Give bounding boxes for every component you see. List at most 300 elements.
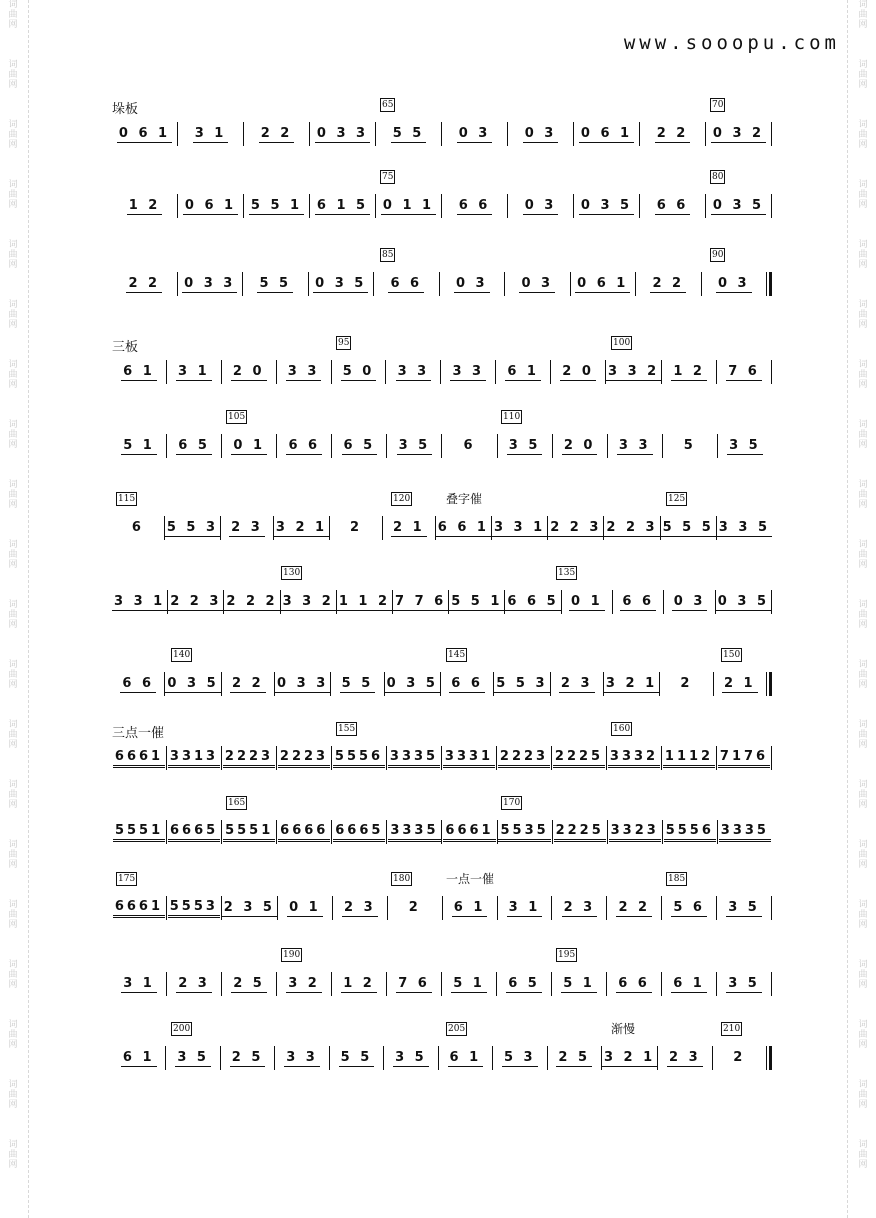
- measure: [386, 364, 440, 381]
- watermark-mark: [2, 180, 24, 210]
- watermark-char: 曲: [858, 850, 868, 860]
- measure: [112, 198, 177, 215]
- measure: [277, 749, 331, 768]
- measure-notes: 3335: [388, 823, 440, 842]
- measure-notes: 3 3: [618, 437, 651, 453]
- watermark-char: 词: [858, 420, 868, 430]
- final-barline: [766, 1046, 772, 1070]
- measure-notes: 0 3 5: [167, 675, 219, 691]
- measure-notes: 7 6: [728, 363, 760, 379]
- watermark-char: 词: [8, 60, 18, 70]
- watermark-char: 词: [8, 660, 18, 670]
- measure-number: 115: [118, 494, 136, 504]
- watermark-char: 网: [858, 1100, 868, 1110]
- watermark-char: 网: [8, 620, 18, 630]
- watermark-char: 网: [8, 1160, 18, 1170]
- measure-notes: 6 6: [390, 275, 423, 291]
- measure-notes: 0 3: [458, 125, 491, 141]
- watermark-char: 词: [858, 0, 868, 10]
- watermark-char: 网: [8, 1100, 18, 1110]
- measure-notes: 1 2: [673, 363, 705, 379]
- measure: [167, 438, 221, 455]
- notation-row: [112, 670, 772, 698]
- measure: [508, 126, 573, 143]
- measure-notes: 2 3: [344, 899, 376, 915]
- right-watermark-strip: [852, 0, 874, 1218]
- measure-notes: 2 3: [178, 975, 210, 991]
- watermark-char: 曲: [8, 70, 18, 80]
- score-system: [112, 492, 772, 552]
- measure: [440, 276, 505, 293]
- measure: [718, 438, 772, 455]
- measure-notes: 0 3: [524, 125, 557, 141]
- measure-notes: 3 2 1: [605, 675, 658, 691]
- measure-notes: 2 5: [558, 1049, 591, 1065]
- measure-notes: 3 5: [398, 437, 431, 453]
- measure-number: 105: [228, 412, 246, 422]
- measure-notes: 0 6 1: [577, 275, 629, 291]
- measure-number: 210: [723, 1024, 741, 1034]
- measure: [330, 1050, 383, 1067]
- measure: [551, 364, 605, 381]
- barline: [771, 746, 772, 770]
- watermark-mark: [852, 1080, 874, 1110]
- measure-notes: 0 1: [571, 593, 603, 609]
- measure-notes: 3 5: [728, 899, 760, 915]
- measure-notes: 2 3: [560, 675, 593, 691]
- measure: [607, 976, 661, 993]
- measure: [553, 823, 607, 842]
- measure-notes: 5535: [498, 823, 550, 842]
- watermark-char: 曲: [8, 1150, 18, 1160]
- measure-number: 120: [393, 494, 411, 504]
- measure-notes: 2223: [278, 749, 330, 768]
- measure-number: 125: [668, 494, 686, 504]
- measure: [387, 976, 441, 993]
- watermark-mark: [852, 600, 874, 630]
- watermark-mark: [852, 1140, 874, 1170]
- watermark-char: 网: [858, 680, 868, 690]
- watermark-char: 网: [858, 860, 868, 870]
- measure: [112, 899, 166, 918]
- watermark-mark: [852, 120, 874, 150]
- measure-notes: 3 5: [177, 1049, 209, 1065]
- watermark-char: 网: [858, 620, 868, 630]
- measure: [167, 364, 221, 381]
- measure-notes: 6 6: [122, 675, 155, 691]
- watermark-mark: [2, 780, 24, 810]
- measure: [608, 823, 662, 842]
- measure: [505, 276, 570, 293]
- measure: [607, 900, 661, 917]
- watermark-char: 词: [858, 240, 868, 250]
- watermark-mark: [852, 60, 874, 90]
- watermark-mark: [2, 1020, 24, 1050]
- measure-notes: 2: [349, 520, 363, 535]
- notation-row: [112, 514, 772, 542]
- measure: [706, 198, 771, 215]
- measure-notes: 3335: [388, 749, 440, 768]
- watermark-char: 曲: [858, 550, 868, 560]
- measure: [332, 364, 386, 381]
- watermark-char: 网: [8, 320, 18, 330]
- watermark-char: 词: [8, 240, 18, 250]
- measure-notes: 5 5 1: [250, 197, 303, 213]
- measure-notes: 2225: [554, 823, 606, 842]
- watermark-mark: [852, 960, 874, 990]
- watermark-char: 网: [858, 260, 868, 270]
- measure-notes: 5 6: [673, 899, 705, 915]
- measure-notes: 6 6: [458, 197, 491, 213]
- watermark-char: 词: [858, 1140, 868, 1150]
- measure: [376, 126, 441, 143]
- watermark-char: 曲: [8, 550, 18, 560]
- measure-notes: 0 6 1: [118, 125, 171, 141]
- measure: [713, 1050, 766, 1066]
- watermark-char: 曲: [8, 970, 18, 980]
- watermark-char: 词: [8, 480, 18, 490]
- watermark-char: 曲: [8, 1090, 18, 1100]
- watermark-mark: [2, 1140, 24, 1170]
- measure-number: 95: [338, 338, 350, 348]
- measure-notes: 6 5: [343, 437, 376, 453]
- measure: [222, 900, 277, 917]
- measure: [702, 276, 767, 293]
- measure-notes: 0 6 1: [580, 125, 633, 141]
- measure-notes: 2 3: [563, 899, 596, 915]
- measure-notes: 2: [733, 1050, 746, 1065]
- measure-notes: 2 5: [233, 975, 265, 991]
- measure-notes: 0 1: [289, 899, 321, 915]
- measure: [663, 438, 717, 454]
- watermark-char: 曲: [858, 10, 868, 20]
- watermark-char: 曲: [858, 1150, 868, 1160]
- measure-number: 100: [613, 338, 631, 348]
- measure: [442, 976, 496, 993]
- notation-row: [112, 1044, 772, 1072]
- measure: [553, 438, 607, 455]
- watermark-char: 网: [858, 200, 868, 210]
- watermark-char: 曲: [8, 910, 18, 920]
- measure: [222, 823, 276, 842]
- measure-notes: 5556: [333, 749, 385, 768]
- measure: [178, 276, 243, 293]
- measure-notes: 3 3: [286, 1049, 318, 1065]
- measure: [551, 676, 603, 693]
- measure-number: 185: [668, 874, 686, 884]
- measure-notes: 3332: [608, 749, 660, 768]
- measure: [337, 594, 392, 611]
- measure: [660, 676, 712, 692]
- watermark-mark: [2, 900, 24, 930]
- watermark-char: 词: [8, 960, 18, 970]
- watermark-char: 词: [858, 840, 868, 850]
- watermark-char: 网: [858, 800, 868, 810]
- watermark-char: 曲: [8, 310, 18, 320]
- measure-notes: 3 2 1: [275, 519, 328, 535]
- measure: [602, 1050, 657, 1067]
- watermark-char: 网: [8, 80, 18, 90]
- watermark-mark: [852, 300, 874, 330]
- watermark-char: 词: [858, 600, 868, 610]
- score-system: [112, 566, 772, 626]
- watermark-char: 词: [858, 120, 868, 130]
- notation-row: [112, 588, 772, 616]
- watermark-mark: [852, 360, 874, 390]
- measure: [387, 823, 441, 842]
- measure-notes: 3 5: [508, 437, 541, 453]
- measure: [505, 594, 560, 611]
- measure-number: 170: [503, 798, 521, 808]
- barline: [771, 590, 772, 614]
- watermark-char: 词: [8, 180, 18, 190]
- measure: [636, 276, 701, 293]
- measure: [332, 823, 386, 842]
- measure: [310, 126, 375, 143]
- watermark-char: 曲: [858, 790, 868, 800]
- watermark-char: 网: [8, 500, 18, 510]
- watermark-char: 网: [858, 740, 868, 750]
- measure-number: 140: [173, 650, 191, 660]
- watermark-mark: [2, 240, 24, 270]
- watermark-char: 曲: [858, 730, 868, 740]
- measure: [552, 976, 606, 993]
- site-url[interactable]: www.sooopu.com: [623, 32, 840, 54]
- watermark-char: 网: [858, 140, 868, 150]
- measure: [222, 364, 276, 381]
- measure: [376, 198, 441, 215]
- final-barline: [766, 272, 772, 296]
- tempo-marking: 叠字催: [446, 492, 483, 506]
- measure-notes: 5 0: [342, 363, 375, 379]
- measure: [332, 438, 386, 455]
- watermark-char: 词: [8, 420, 18, 430]
- measure-number: 65: [382, 100, 394, 110]
- measure: [166, 1050, 219, 1067]
- watermark-char: 曲: [858, 910, 868, 920]
- watermark-char: 词: [8, 360, 18, 370]
- measure-notes: 3 5: [395, 1049, 427, 1065]
- watermark-char: 词: [858, 540, 868, 550]
- measure-notes: 3 3 2: [608, 363, 660, 379]
- measure-notes: 5 1: [563, 975, 595, 991]
- watermark-char: 网: [858, 380, 868, 390]
- measure-notes: 3 3 1: [493, 519, 546, 535]
- watermark-char: 词: [858, 180, 868, 190]
- watermark-char: 网: [8, 380, 18, 390]
- score-system: [112, 336, 772, 396]
- score-system: [112, 872, 772, 932]
- measure: [167, 976, 221, 993]
- measure-number: 175: [118, 874, 136, 884]
- measure: [604, 520, 659, 537]
- measure: [385, 676, 440, 693]
- measure-notes: 3 5: [728, 975, 760, 991]
- measure-notes: 1 1 2: [338, 593, 391, 609]
- measure: [222, 676, 274, 693]
- watermark-char: 词: [858, 780, 868, 790]
- measure-notes: 2 2: [128, 275, 161, 291]
- measure-number: 85: [382, 250, 394, 260]
- notation-row: [112, 970, 772, 998]
- watermark-mark: [2, 960, 24, 990]
- measure-notes: 1 2: [128, 197, 161, 213]
- measure-notes: 5 5 3: [496, 675, 548, 691]
- measure-notes: 0 3 5: [712, 197, 765, 213]
- tempo-marking: 一点一催: [446, 872, 495, 886]
- measure-number: 70: [712, 100, 724, 110]
- measure: [112, 1050, 165, 1067]
- measure: [277, 364, 331, 381]
- measure: [222, 976, 276, 993]
- measure: [604, 676, 659, 693]
- watermark-char: 曲: [858, 130, 868, 140]
- measure-notes: 6665: [168, 823, 220, 842]
- measure-notes: 6 5: [508, 975, 540, 991]
- watermark-char: 曲: [8, 370, 18, 380]
- barline: [771, 194, 772, 218]
- measure: [178, 198, 243, 215]
- measure: [393, 594, 448, 611]
- watermark-char: 曲: [858, 70, 868, 80]
- measure: [662, 364, 716, 381]
- measure-notes: 2 5: [231, 1049, 264, 1065]
- final-barline: [766, 672, 772, 696]
- watermark-char: 曲: [8, 10, 18, 20]
- measure: [441, 364, 495, 381]
- watermark-mark: [2, 60, 24, 90]
- measure-number: 110: [503, 412, 521, 422]
- score-system: [112, 648, 772, 708]
- measure-notes: 2 2: [652, 275, 685, 291]
- watermark-mark: [852, 720, 874, 750]
- watermark-char: 网: [8, 680, 18, 690]
- measure: [277, 823, 331, 842]
- measure: [274, 520, 329, 537]
- measure-number: 195: [558, 950, 576, 960]
- watermark-char: 词: [858, 720, 868, 730]
- watermark-char: 网: [858, 980, 868, 990]
- measure: [309, 276, 374, 293]
- measure-notes: 6 1: [449, 1049, 482, 1065]
- measure: [333, 900, 387, 917]
- measure: [442, 749, 496, 768]
- watermark-mark: [2, 720, 24, 750]
- watermark-char: 网: [8, 560, 18, 570]
- measure-notes: 5553: [168, 899, 220, 918]
- measure-number: 160: [613, 724, 631, 734]
- measure-notes: 3335: [719, 823, 771, 842]
- score-system: [112, 410, 772, 470]
- measure-notes: 2 2 3: [606, 519, 658, 535]
- measure-notes: 1112: [663, 749, 715, 768]
- measure-notes: 0 3 5: [717, 593, 769, 609]
- measure: [278, 900, 332, 917]
- measure: [281, 594, 336, 611]
- measure: [492, 520, 547, 537]
- measure: [112, 976, 166, 993]
- watermark-char: 曲: [858, 190, 868, 200]
- measure: [496, 364, 550, 381]
- measure: [498, 900, 552, 917]
- measure-notes: 3 3: [397, 363, 430, 379]
- measure-notes: 0 3: [717, 275, 750, 291]
- watermark-char: 词: [858, 660, 868, 670]
- measure: [498, 438, 552, 455]
- measure: [244, 126, 309, 143]
- watermark-mark: [2, 0, 24, 30]
- measure: [661, 520, 716, 537]
- watermark-char: 词: [8, 300, 18, 310]
- measure-notes: 2: [680, 676, 693, 691]
- measure-notes: 2 3: [669, 1049, 701, 1065]
- watermark-char: 曲: [8, 250, 18, 260]
- measure-notes: 5 1: [453, 975, 485, 991]
- watermark-char: 网: [858, 920, 868, 930]
- measure-notes: 2 0: [232, 363, 265, 379]
- measure-notes: 6666: [278, 823, 330, 842]
- measure: [552, 900, 606, 917]
- measure: [552, 749, 606, 768]
- measure-notes: 2 2 3: [550, 519, 602, 535]
- measure-notes: 3 2: [288, 975, 320, 991]
- watermark-char: 网: [858, 1160, 868, 1170]
- watermark-mark: [852, 660, 874, 690]
- measure: [332, 976, 386, 993]
- watermark-char: 网: [8, 140, 18, 150]
- measure: [717, 364, 771, 381]
- measure: [717, 520, 772, 537]
- watermark-char: 网: [858, 80, 868, 90]
- measure: [167, 823, 221, 842]
- measure: [608, 438, 662, 455]
- watermark-char: 网: [8, 1040, 18, 1050]
- measure-notes: 6 1 5: [316, 197, 369, 213]
- measure-notes: 0 1 1: [382, 197, 435, 213]
- measure-notes: 3 3: [287, 363, 320, 379]
- measure-notes: 0 3 5: [315, 275, 367, 291]
- measure: [714, 676, 766, 693]
- watermark-mark: [2, 1080, 24, 1110]
- measure-notes: 2 2 2: [226, 593, 278, 609]
- measure-number: 130: [283, 568, 301, 578]
- watermark-mark: [852, 180, 874, 210]
- measure: [662, 976, 716, 993]
- watermark-char: 曲: [858, 970, 868, 980]
- measure-notes: 5 1: [123, 437, 155, 453]
- measure-number: 150: [723, 650, 741, 660]
- measure-notes: 3 1: [194, 125, 227, 141]
- measure-notes: 5 5: [340, 1049, 373, 1065]
- measure-notes: 6 6 5: [507, 593, 559, 609]
- measure-notes: 2223: [223, 749, 275, 768]
- measure-notes: 6: [131, 520, 144, 535]
- measure: [167, 749, 221, 768]
- notation-row: [112, 818, 772, 846]
- measure: [441, 676, 493, 693]
- measure: [574, 198, 639, 215]
- watermark-char: 词: [8, 840, 18, 850]
- measure-notes: 6 6: [451, 675, 483, 691]
- measure-notes: 3 5: [729, 437, 761, 453]
- measure-notes: 6 1: [673, 975, 705, 991]
- watermark-char: 词: [858, 1020, 868, 1030]
- measure: [717, 900, 771, 917]
- notation-row: [112, 894, 772, 922]
- measure: [662, 749, 716, 768]
- measure-notes: 2 0: [562, 363, 594, 379]
- measure: [112, 520, 164, 536]
